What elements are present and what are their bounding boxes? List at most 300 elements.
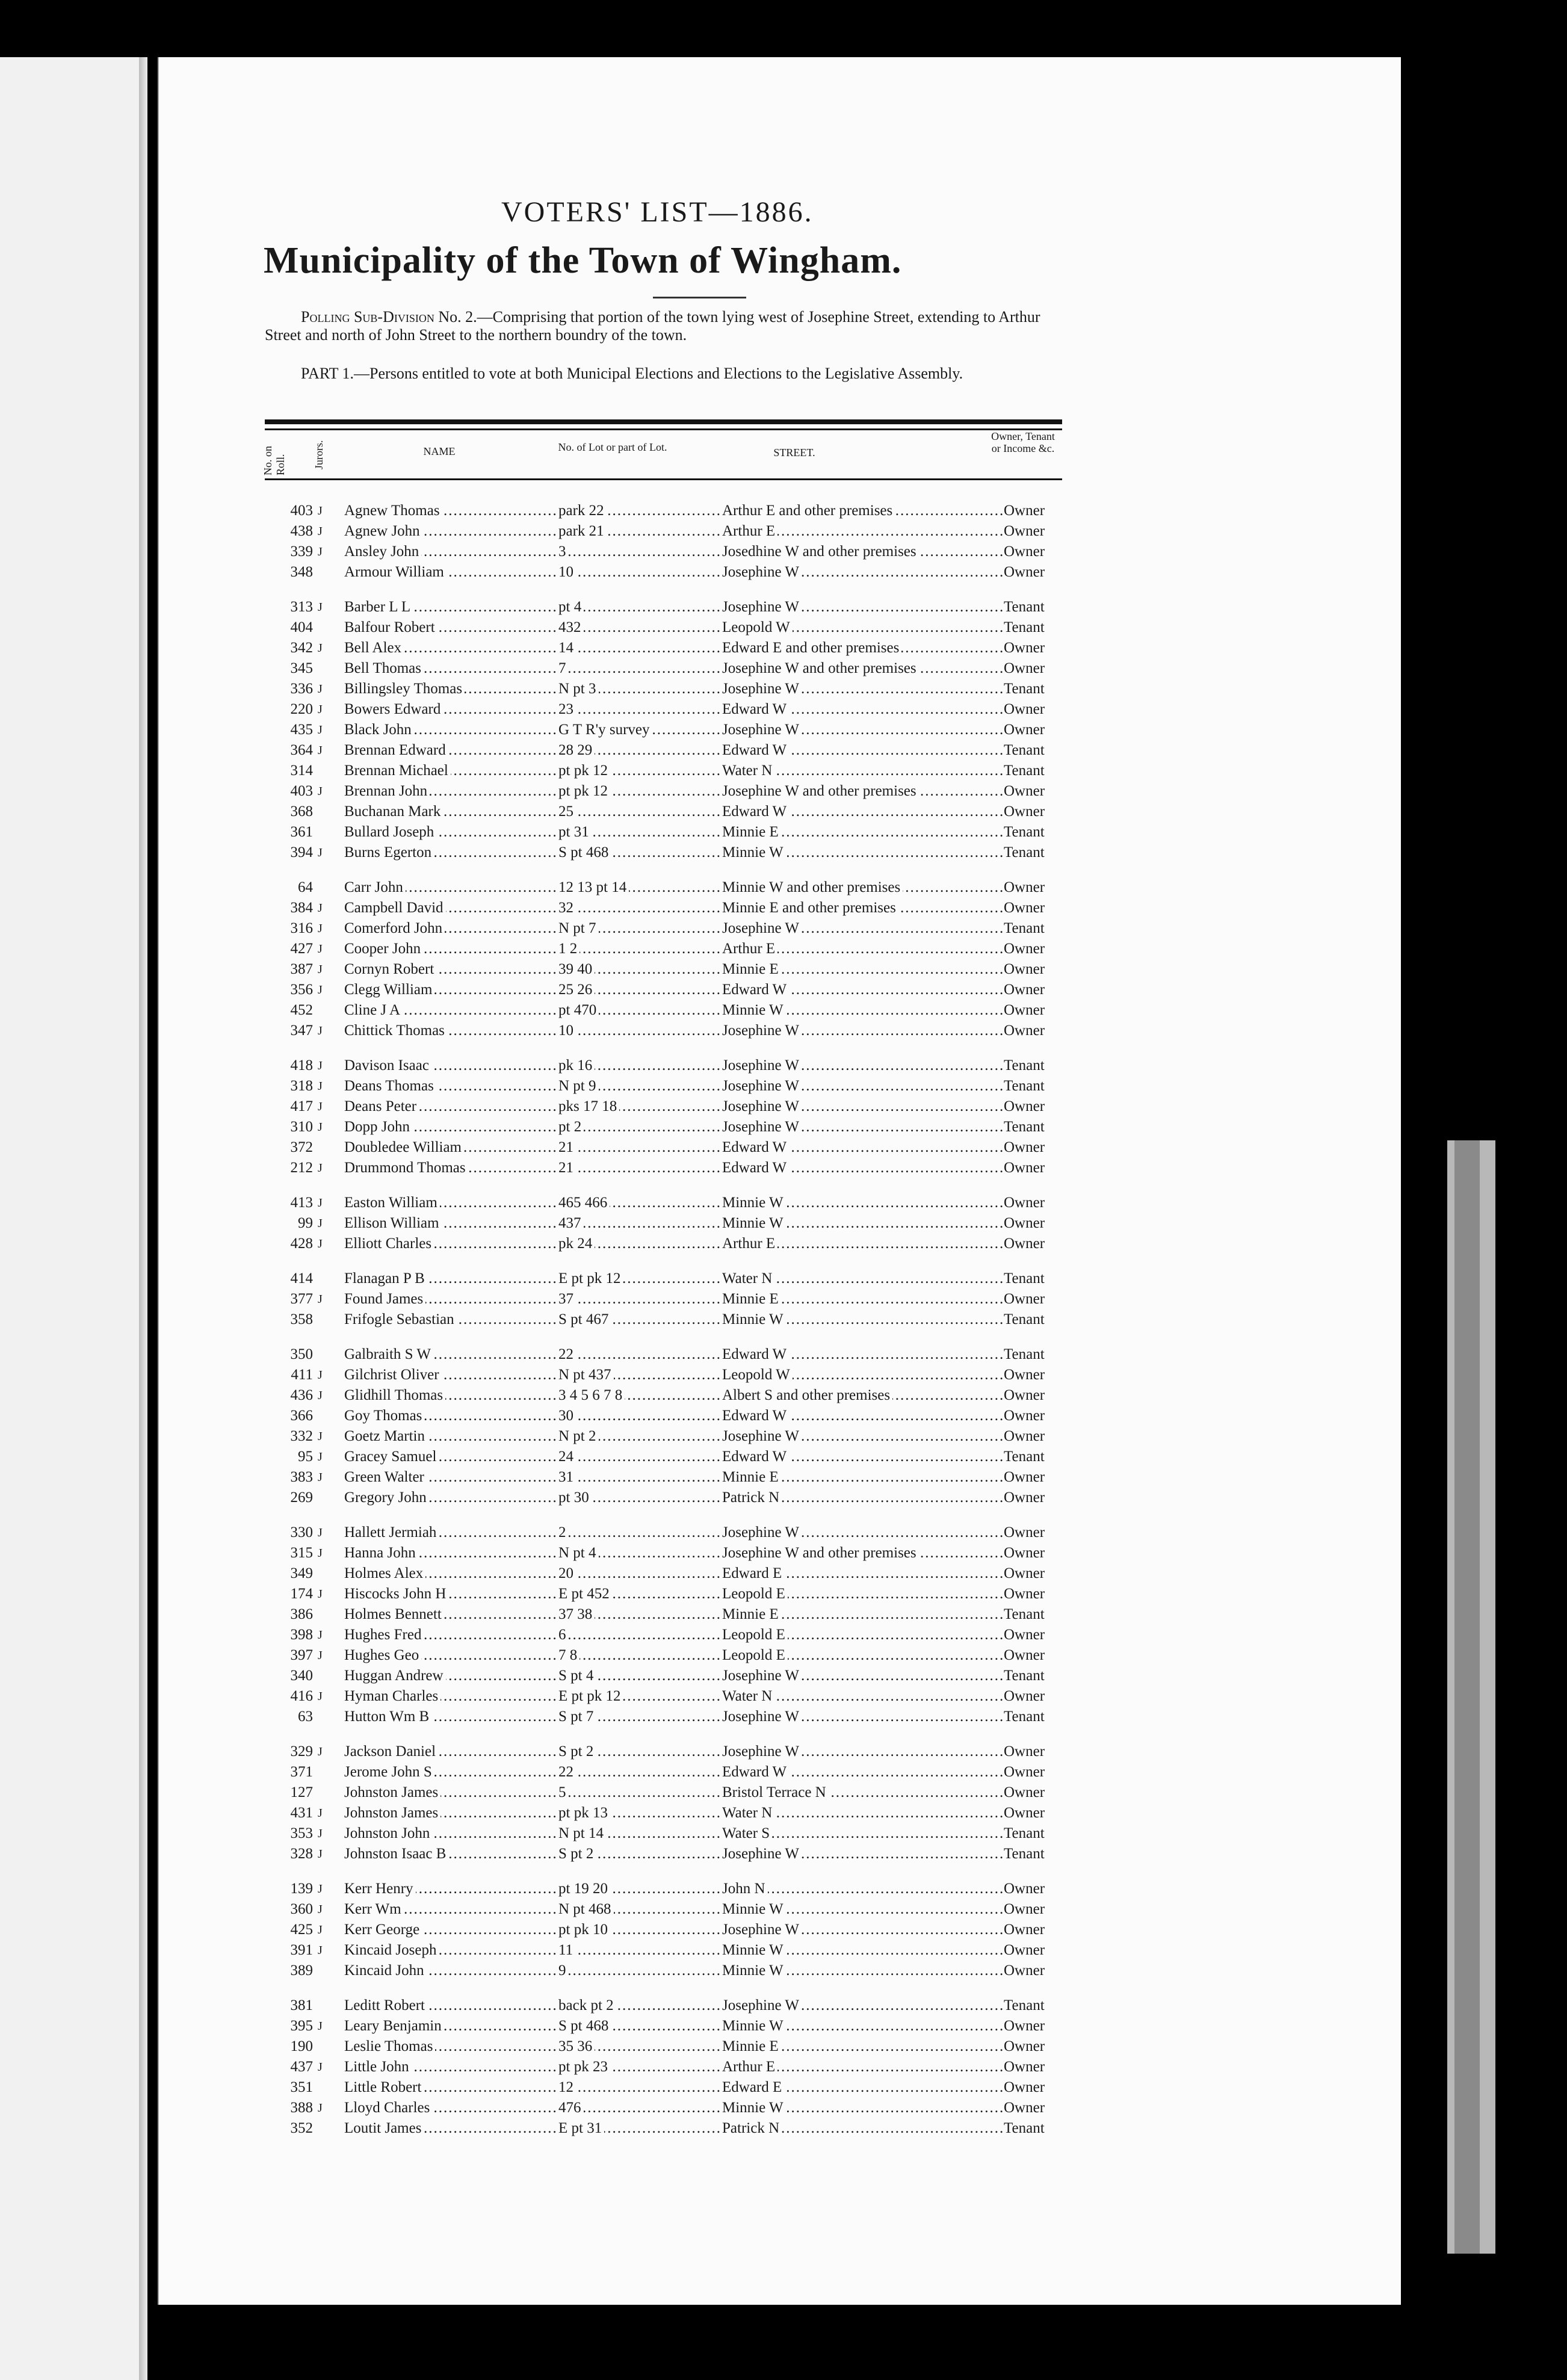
leader-dots bbox=[344, 1563, 1004, 1584]
tenure-status: Owner bbox=[1004, 1961, 1045, 1981]
tenure-status: Owner bbox=[1004, 1158, 1045, 1178]
header-name: NAME bbox=[423, 445, 456, 457]
lot-number: pt 4 bbox=[558, 597, 584, 617]
table-row bbox=[0, 1269, 1077, 1289]
leader-dots bbox=[344, 1686, 1004, 1707]
voter-name: Brennan Edward bbox=[344, 740, 448, 761]
tenure-status: Owner bbox=[1004, 501, 1045, 521]
roll-number: 388 bbox=[290, 2100, 313, 2116]
voter-name: Leslie Thomas bbox=[344, 2036, 435, 2057]
table-row bbox=[0, 1762, 1077, 1782]
table-row bbox=[0, 1385, 1077, 1406]
street-name: Leopold E bbox=[722, 1625, 788, 1645]
voter-name: Hanna John bbox=[344, 1543, 418, 1563]
street-name: Patrick N bbox=[722, 1488, 782, 1508]
roll-number: 220 bbox=[290, 701, 313, 717]
street-name: Minnie W bbox=[722, 1213, 786, 1234]
voter-name: Hallett Jermiah bbox=[344, 1522, 439, 1543]
table-row bbox=[0, 2118, 1077, 2139]
juror-mark: J bbox=[318, 846, 323, 859]
header-top-rule bbox=[265, 419, 1062, 424]
tenure-status: Owner bbox=[1004, 1782, 1045, 1803]
roll-number: 428 bbox=[290, 1235, 313, 1252]
street-name: Albert S and other premises bbox=[722, 1385, 892, 1406]
leader-dots bbox=[344, 1467, 1004, 1488]
lot-number: 23 bbox=[558, 699, 576, 720]
lot-number: 22 bbox=[558, 1344, 576, 1365]
street-name: Josephine W bbox=[722, 1995, 802, 2016]
polling-subdivision-description bbox=[265, 308, 1062, 344]
street-name: Josephine W bbox=[722, 679, 802, 699]
leader-dots bbox=[344, 980, 1004, 1000]
roll-number: 436 bbox=[290, 1387, 313, 1403]
book-edge bbox=[1447, 1140, 1495, 2254]
juror-mark: J bbox=[318, 601, 323, 614]
tenure-status: Owner bbox=[1004, 2098, 1045, 2118]
street-name: Josephine W bbox=[722, 1117, 802, 1137]
voter-name: Billingsley Thomas bbox=[344, 679, 465, 699]
tenure-status: Tenant bbox=[1004, 740, 1045, 761]
table-row bbox=[0, 898, 1077, 918]
tenure-status: Owner bbox=[1004, 1406, 1045, 1426]
street-name: Minnie W bbox=[722, 1309, 786, 1330]
leader-dots bbox=[344, 1762, 1004, 1782]
table-row bbox=[0, 877, 1077, 898]
juror-mark: J bbox=[318, 1196, 323, 1210]
street-name: Edward W bbox=[722, 1406, 789, 1426]
table-row bbox=[0, 2098, 1077, 2118]
tenure-status: Owner bbox=[1004, 1385, 1045, 1406]
leader-dots bbox=[344, 1365, 1004, 1385]
street-name: Josephine W bbox=[722, 1426, 802, 1447]
tenure-status: Tenant bbox=[1004, 2118, 1045, 2139]
street-name: Minnie W and other premises bbox=[722, 877, 903, 898]
tenure-status: Tenant bbox=[1004, 842, 1045, 863]
voter-name: Kerr Henry bbox=[344, 1879, 416, 1899]
lot-number: 30 bbox=[558, 1406, 576, 1426]
street-name: Josephine W and other premises bbox=[722, 781, 919, 802]
tenure-status: Tenant bbox=[1004, 1823, 1045, 1844]
roll-number: 371 bbox=[290, 1764, 313, 1780]
lot-number: 39 40 bbox=[558, 959, 595, 980]
voter-name: Goy Thomas bbox=[344, 1406, 424, 1426]
street-name: Minnie W bbox=[722, 1000, 786, 1021]
voter-name: Gracey Samuel bbox=[344, 1447, 439, 1467]
tenure-status: Owner bbox=[1004, 1940, 1045, 1961]
juror-mark: J bbox=[318, 963, 323, 976]
lot-number: N pt 4 bbox=[558, 1543, 599, 1563]
roll-number: 269 bbox=[290, 1489, 313, 1506]
juror-mark: J bbox=[318, 1080, 323, 1093]
tenure-status: Owner bbox=[1004, 562, 1045, 583]
tenure-status: Tenant bbox=[1004, 1707, 1045, 1727]
lot-number: N pt 3 bbox=[558, 679, 599, 699]
list-title: VOTERS' LIST—1886. bbox=[501, 196, 814, 228]
lot-number: 32 bbox=[558, 898, 576, 918]
street-name: Arthur E bbox=[722, 521, 777, 542]
voter-name: Kincaid John bbox=[344, 1961, 427, 1981]
leader-dots bbox=[344, 2098, 1004, 2118]
lot-number: S pt 468 bbox=[558, 2016, 611, 2036]
roll-number: 342 bbox=[290, 640, 313, 656]
street-name: Edward W bbox=[722, 1344, 789, 1365]
voter-name: Deans Thomas bbox=[344, 1076, 436, 1096]
leader-dots bbox=[344, 1488, 1004, 1508]
juror-mark: J bbox=[318, 1827, 323, 1840]
lot-number: E pt 31 bbox=[558, 2118, 604, 2139]
table-row bbox=[0, 1563, 1077, 1584]
table-row bbox=[0, 1213, 1077, 1234]
juror-mark: J bbox=[318, 1807, 323, 1820]
roll-number: 386 bbox=[290, 1606, 313, 1622]
table-row bbox=[0, 2036, 1077, 2057]
header-jurors: Jurors. bbox=[313, 440, 325, 469]
roll-number: 431 bbox=[290, 1805, 313, 1821]
voter-name: Carr John bbox=[344, 877, 406, 898]
lot-number: 437 bbox=[558, 1213, 584, 1234]
juror-mark: J bbox=[318, 1389, 323, 1402]
lot-number: S pt 2 bbox=[558, 1844, 596, 1864]
lot-number: pt 470 bbox=[558, 1000, 599, 1021]
table-row bbox=[0, 1289, 1077, 1309]
lot-number: 3 4 5 6 7 8 bbox=[558, 1385, 625, 1406]
lot-number: 7 bbox=[558, 658, 569, 679]
roll-number: 318 bbox=[290, 1078, 313, 1094]
tenure-status: Owner bbox=[1004, 542, 1045, 562]
roll-number: 340 bbox=[290, 1668, 313, 1684]
roll-number: 437 bbox=[290, 2059, 313, 2075]
lot-number: E pt 452 bbox=[558, 1584, 612, 1604]
lot-number: 11 bbox=[558, 1940, 575, 1961]
roll-number: 368 bbox=[290, 803, 313, 820]
lot-number: pk 16 bbox=[558, 1056, 595, 1076]
table-row bbox=[0, 1234, 1077, 1254]
table-row bbox=[0, 1782, 1077, 1803]
leader-dots bbox=[344, 1096, 1004, 1117]
street-name: Leopold W bbox=[722, 617, 793, 638]
juror-mark: J bbox=[318, 1923, 323, 1936]
roll-number: 313 bbox=[290, 599, 313, 615]
voter-name: Lloyd Charles bbox=[344, 2098, 432, 2118]
street-name: Josephine W bbox=[722, 1844, 802, 1864]
street-name: Minnie E bbox=[722, 1289, 781, 1309]
voter-name: Hughes Geo bbox=[344, 1645, 421, 1666]
lot-number: 25 26 bbox=[558, 980, 595, 1000]
table-row bbox=[0, 1899, 1077, 1920]
street-name: Water N bbox=[722, 1686, 774, 1707]
roll-number: 452 bbox=[290, 1002, 313, 1018]
polling-label: Polling Sub-Division bbox=[301, 308, 434, 326]
street-name: Minnie W bbox=[722, 1899, 786, 1920]
leader-dots bbox=[344, 699, 1004, 720]
tenure-status: Tenant bbox=[1004, 1844, 1045, 1864]
roll-number: 190 bbox=[290, 2038, 313, 2054]
roll-number: 356 bbox=[290, 981, 313, 998]
voter-name: Jerome John S bbox=[344, 1762, 434, 1782]
tenure-status: Owner bbox=[1004, 1021, 1045, 1041]
juror-mark: J bbox=[318, 1120, 323, 1134]
lot-number: 22 bbox=[558, 1762, 576, 1782]
leader-dots bbox=[344, 1645, 1004, 1666]
street-name: Minnie E bbox=[722, 1604, 781, 1625]
tenure-status: Owner bbox=[1004, 1426, 1045, 1447]
leader-dots bbox=[344, 1000, 1004, 1021]
voter-name: Agnew John bbox=[344, 521, 422, 542]
roll-number: 350 bbox=[290, 1346, 313, 1362]
lot-number: 21 bbox=[558, 1158, 576, 1178]
voter-name: Burns Egerton bbox=[344, 842, 434, 863]
roll-number: 387 bbox=[290, 961, 313, 977]
tenure-status: Tenant bbox=[1004, 822, 1045, 842]
voter-name: Comerford John bbox=[344, 918, 445, 939]
roll-number: 174 bbox=[290, 1586, 313, 1602]
voter-name: Holmes Bennett bbox=[344, 1604, 444, 1625]
tenure-status: Tenant bbox=[1004, 617, 1045, 638]
lot-number: N pt 14 bbox=[558, 1823, 606, 1844]
table-row bbox=[0, 1604, 1077, 1625]
juror-mark: J bbox=[318, 703, 323, 716]
tenure-status: Owner bbox=[1004, 1234, 1045, 1254]
voter-name: Hutton Wm B bbox=[344, 1707, 431, 1727]
polling-text: No. 2.—Comprising that portion of the town lying west of Josephine Street, extending to Arthur Street and north of John Street to the northern boundry of the town. bbox=[265, 308, 1040, 344]
leader-dots bbox=[344, 802, 1004, 822]
lot-number: pt pk 13 bbox=[558, 1803, 610, 1823]
street-name: Arthur E and other premises bbox=[722, 501, 895, 521]
tenure-status: Owner bbox=[1004, 1920, 1045, 1940]
tenure-status: Tenant bbox=[1004, 1269, 1045, 1289]
tenure-status: Tenant bbox=[1004, 1344, 1045, 1365]
lot-number: N pt 2 bbox=[558, 1426, 599, 1447]
table-row bbox=[0, 842, 1077, 863]
lot-number: 14 bbox=[558, 638, 576, 658]
tenure-status: Owner bbox=[1004, 1742, 1045, 1762]
voter-name: Loutit James bbox=[344, 2118, 424, 2139]
leader-dots bbox=[344, 1213, 1004, 1234]
municipality-heading: Municipality of the Town of Wingham. bbox=[264, 240, 902, 281]
leader-dots bbox=[344, 1625, 1004, 1645]
lot-number: 7 8 bbox=[558, 1645, 580, 1666]
table-row bbox=[0, 980, 1077, 1000]
lot-number: G T R'y survey bbox=[558, 720, 652, 740]
street-name: Leopold E bbox=[722, 1645, 788, 1666]
voter-name: Bell Thomas bbox=[344, 658, 424, 679]
leader-dots bbox=[344, 1920, 1004, 1940]
table-row bbox=[0, 1742, 1077, 1762]
tenure-status: Owner bbox=[1004, 521, 1045, 542]
street-name: Josephine W bbox=[722, 562, 802, 583]
roll-number: 383 bbox=[290, 1469, 313, 1485]
table-row bbox=[0, 1000, 1077, 1021]
roll-number: 348 bbox=[290, 564, 313, 580]
street-name: Minnie W bbox=[722, 842, 786, 863]
street-name: Bristol Terrace N bbox=[722, 1782, 829, 1803]
leader-dots bbox=[344, 501, 1004, 521]
voter-name: Hughes Fred bbox=[344, 1625, 424, 1645]
tenure-status: Owner bbox=[1004, 1000, 1045, 1021]
leader-dots bbox=[344, 1344, 1004, 1365]
juror-mark: J bbox=[318, 1903, 323, 1916]
lot-number: pt 30 bbox=[558, 1488, 592, 1508]
leader-dots bbox=[344, 1056, 1004, 1076]
roll-number: 351 bbox=[290, 2079, 313, 2095]
roll-number: 391 bbox=[290, 1942, 313, 1958]
voter-name: Little Robert bbox=[344, 2077, 424, 2098]
lot-number: 24 bbox=[558, 1447, 576, 1467]
roll-number: 95 bbox=[298, 1448, 313, 1465]
table-row bbox=[0, 638, 1077, 658]
roll-number: 314 bbox=[290, 762, 313, 779]
street-name: Water N bbox=[722, 1269, 774, 1289]
lot-number: park 21 bbox=[558, 521, 607, 542]
street-name: Josephine W bbox=[722, 1920, 802, 1940]
voter-name: Bullard Joseph bbox=[344, 822, 436, 842]
roll-number: 330 bbox=[290, 1524, 313, 1541]
leader-dots bbox=[344, 1782, 1004, 1803]
juror-mark: J bbox=[318, 1471, 323, 1484]
header-street: STREET. bbox=[773, 447, 815, 459]
roll-number: 381 bbox=[290, 1997, 313, 2014]
leader-dots bbox=[344, 1234, 1004, 1254]
leader-dots bbox=[344, 1899, 1004, 1920]
leader-dots bbox=[344, 720, 1004, 740]
tenure-status: Owner bbox=[1004, 1686, 1045, 1707]
table-row bbox=[0, 1193, 1077, 1213]
tenure-status: Owner bbox=[1004, 1096, 1045, 1117]
voter-name: Cline J A bbox=[344, 1000, 403, 1021]
lot-number: 432 bbox=[558, 617, 584, 638]
roll-number: 411 bbox=[291, 1367, 313, 1383]
lot-number: E pt pk 12 bbox=[558, 1686, 623, 1707]
voter-name: Frifogle Sebastian bbox=[344, 1309, 457, 1330]
lot-number: pt pk 23 bbox=[558, 2057, 610, 2077]
leader-dots bbox=[344, 1879, 1004, 1899]
roll-number: 127 bbox=[290, 1784, 313, 1800]
tenure-status: Tenant bbox=[1004, 597, 1045, 617]
table-row bbox=[0, 1158, 1077, 1178]
voter-name: Cooper John bbox=[344, 939, 423, 959]
voter-name: Buchanan Mark bbox=[344, 802, 443, 822]
street-name: Minnie E bbox=[722, 2036, 781, 2057]
juror-mark: J bbox=[318, 1059, 323, 1072]
voter-name: Green Walter bbox=[344, 1467, 427, 1488]
street-name: Josephine W bbox=[722, 918, 802, 939]
leader-dots bbox=[344, 1522, 1004, 1543]
juror-mark: J bbox=[318, 744, 323, 757]
table-row bbox=[0, 1961, 1077, 1981]
part-description: PART 1.—Persons entitled to vote at both Municipal Elections and Elections to the Legislative Assembly. bbox=[301, 365, 963, 382]
roll-number: 353 bbox=[290, 1825, 313, 1841]
lot-number: park 22 bbox=[558, 501, 607, 521]
street-name: Josephine W bbox=[722, 1096, 802, 1117]
street-name: Edward W bbox=[722, 1158, 789, 1178]
lot-number: S pt 2 bbox=[558, 1742, 596, 1762]
lot-number: 2 bbox=[558, 1522, 569, 1543]
street-name: John N bbox=[722, 1879, 768, 1899]
juror-mark: J bbox=[318, 1237, 323, 1250]
leader-dots bbox=[344, 521, 1004, 542]
table-row bbox=[0, 1844, 1077, 1864]
leader-dots bbox=[344, 597, 1004, 617]
roll-number: 372 bbox=[290, 1139, 313, 1155]
lot-number: 25 bbox=[558, 802, 576, 822]
tenure-status: Tenant bbox=[1004, 679, 1045, 699]
table-row bbox=[0, 1940, 1077, 1961]
street-name: Edward W bbox=[722, 1137, 789, 1158]
street-name: Josephine W bbox=[722, 1666, 802, 1686]
table-row bbox=[0, 1467, 1077, 1488]
juror-mark: J bbox=[318, 1587, 323, 1601]
tenure-status: Owner bbox=[1004, 1467, 1045, 1488]
leader-dots bbox=[344, 1117, 1004, 1137]
roll-number: 64 bbox=[298, 879, 313, 895]
voter-name: Kincaid Joseph bbox=[344, 1940, 439, 1961]
leader-dots bbox=[344, 1193, 1004, 1213]
roll-number: 345 bbox=[290, 660, 313, 676]
voter-name: Agnew Thomas bbox=[344, 501, 442, 521]
lot-number: 465 466 bbox=[558, 1193, 610, 1213]
street-name: Edward W bbox=[722, 980, 789, 1000]
tenure-status: Owner bbox=[1004, 802, 1045, 822]
roll-number: 435 bbox=[290, 722, 313, 738]
juror-mark: J bbox=[318, 1882, 323, 1896]
lot-number: pt pk 12 bbox=[558, 781, 610, 802]
leader-dots bbox=[344, 1289, 1004, 1309]
voter-name: Holmes Alex bbox=[344, 1563, 425, 1584]
voter-name: Kerr Wm bbox=[344, 1899, 404, 1920]
street-name: Arthur E bbox=[722, 1234, 777, 1254]
juror-mark: J bbox=[318, 1547, 323, 1560]
street-name: Josephine W bbox=[722, 1742, 802, 1762]
table-row bbox=[0, 802, 1077, 822]
table-row bbox=[0, 617, 1077, 638]
voter-name: Bowers Edward bbox=[344, 699, 443, 720]
street-name: Minnie W bbox=[722, 1940, 786, 1961]
tenure-status: Owner bbox=[1004, 638, 1045, 658]
tenure-status: Tenant bbox=[1004, 1076, 1045, 1096]
street-name: Josephine W bbox=[722, 1076, 802, 1096]
juror-mark: J bbox=[318, 1368, 323, 1382]
leader-dots bbox=[344, 2118, 1004, 2139]
roll-number: 316 bbox=[290, 920, 313, 936]
tenure-status: Tenant bbox=[1004, 1117, 1045, 1137]
roll-number: 99 bbox=[298, 1215, 313, 1231]
header-top-rule-thin bbox=[265, 428, 1062, 430]
leader-dots bbox=[344, 2036, 1004, 2057]
tenure-status: Owner bbox=[1004, 658, 1045, 679]
tenure-status: Owner bbox=[1004, 1584, 1045, 1604]
roll-number: 438 bbox=[290, 523, 313, 539]
roll-number: 310 bbox=[290, 1119, 313, 1135]
leader-dots bbox=[344, 1961, 1004, 1981]
tenure-status: Tenant bbox=[1004, 761, 1045, 781]
roll-number: 377 bbox=[290, 1291, 313, 1307]
roll-number: 63 bbox=[298, 1708, 313, 1725]
street-name: Edward W bbox=[722, 1447, 789, 1467]
table-row bbox=[0, 1879, 1077, 1899]
voter-name: Galbraith S W bbox=[344, 1344, 433, 1365]
tenure-status: Owner bbox=[1004, 1563, 1045, 1584]
roll-number: 427 bbox=[290, 941, 313, 957]
lot-number: 476 bbox=[558, 2098, 584, 2118]
lot-number: N pt 468 bbox=[558, 1899, 614, 1920]
tenure-status: Owner bbox=[1004, 1137, 1045, 1158]
header-bottom-rule bbox=[265, 478, 1062, 480]
roll-number: 336 bbox=[290, 681, 313, 697]
tenure-status: Owner bbox=[1004, 699, 1045, 720]
leader-dots bbox=[344, 1707, 1004, 1727]
tenure-status: Owner bbox=[1004, 1762, 1045, 1782]
voter-name: Found James bbox=[344, 1289, 425, 1309]
